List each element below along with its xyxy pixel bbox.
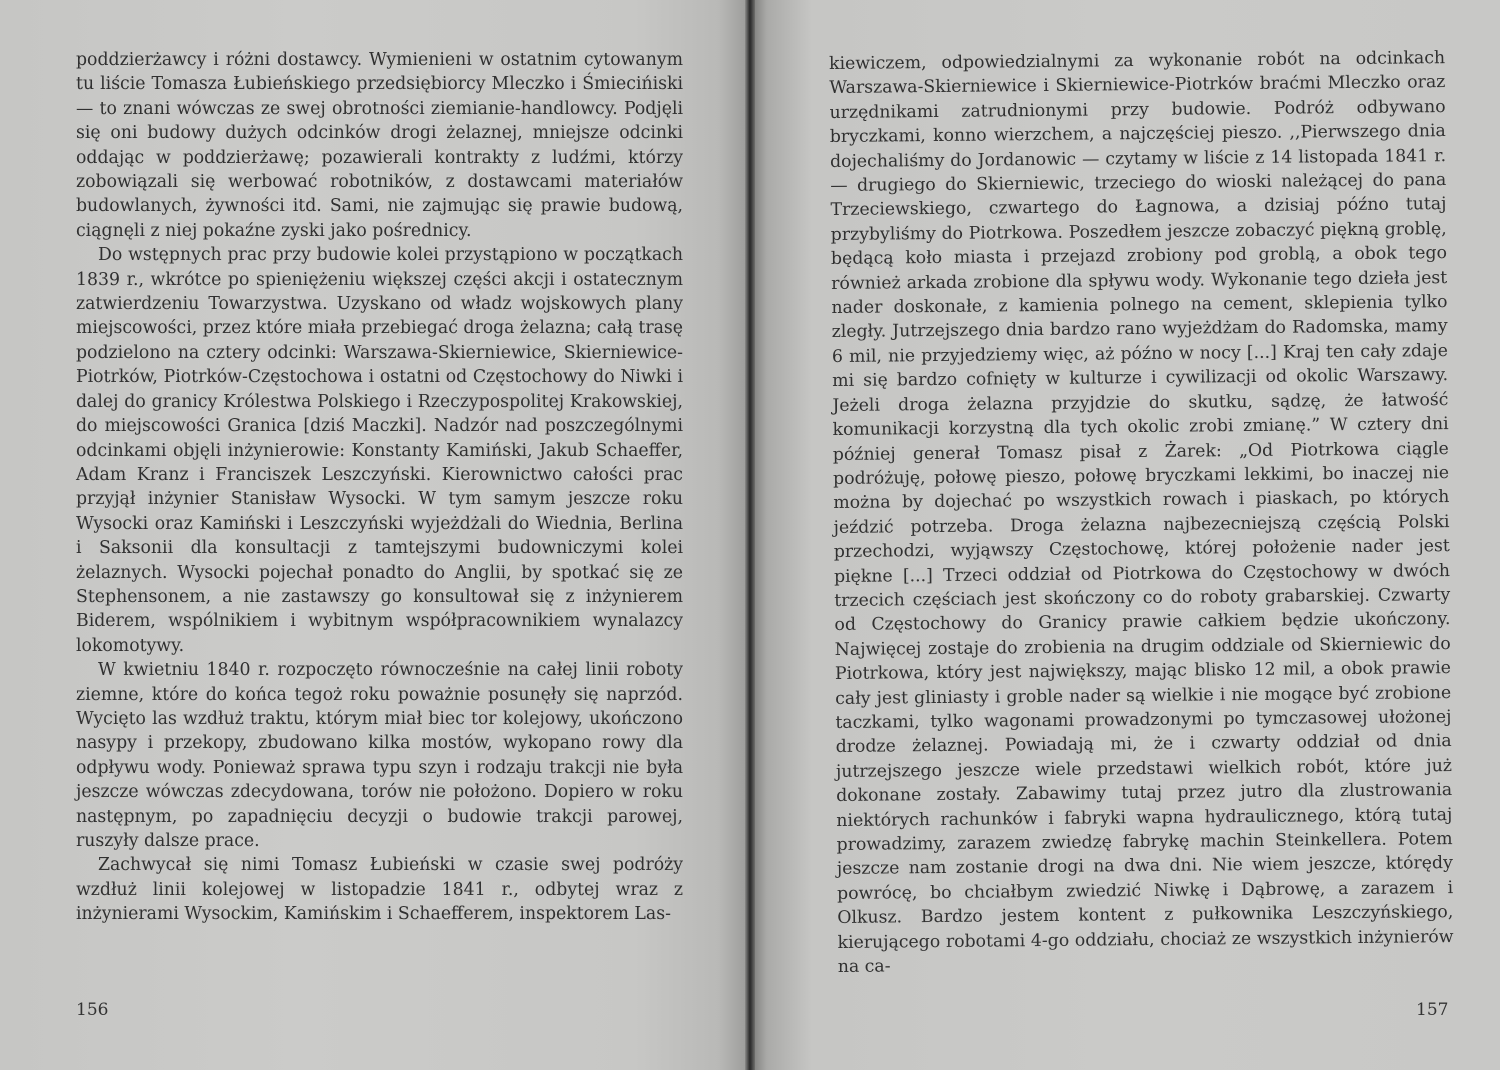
paragraph: poddzierżawcy i różni dostawcy. Wymienieni w ostatnim cytowanym tu liście Tomasza Łubieńskiego przedsiębiorcy Mleczko i Śmiecińiski — to znani wówczas ze swej obrotności ziemianie-handlowcy. Podjęli się oni budowy dużych odcinków drogi żelaznej, mniejsze odcinki oddając w poddzierżawę; pozawierali kontrakty z ludźmi, którzy zobowiązali się werbować robotników, z dostawcami materiałów budowlanych, żywności itd. Sami, nie zajmując się prawie budową, ciągnęli z niej pokaźne zyski jako pośrednicy. — [76, 50, 683, 241]
book-gutter — [745, 0, 755, 1070]
left-page — [0, 0, 748, 1070]
page-number: 157 — [1416, 1000, 1449, 1020]
paragraph: W kwietniu 1840 r. rozpoczęto równocześnie na całej linii roboty ziemne, które do końca tegoż roku poważnie posunęły się naprzód. Wycięto las wzdłuż traktu, którym miał biec tor kolejowy, ukończono nasypy i przekopy, zbudowano kilka mostów, wykopano rowy dla odpływu wody. Ponieważ sprawa typu szyn i rodzaju trakcji nie była jeszcze wówczas zdecydowana, torów nie położono. Dopiero w roku następnym, po zapadnięciu decyzji o budowie trakcji parowej, ruszyły dalsze prace. — [76, 660, 683, 851]
paragraph: Do wstępnych prac przy budowie kolei przystąpiono w początkach 1839 r., wkrótce po spieniężeniu większej części akcji i ostatecznym zatwierdzeniu Towarzystwa. Uzyskano od władz wojskowych plany miejscowości, przez które miała przebiegać droga żelazna; całą trasę podzielono na cztery odcinki: Warszawa-Skierniewice, Skierniewice-Piotrków, Piotrków-Częstochowa i ostatni od Częstochowy do Niwki i dalej do granicy Królestwa Polskiego i Rzeczypospolitej Krakowskiej, do miejscowości Granica [dziś Maczki]. Nadzór nad poszczególnymi odcinkami objęli inżynierowie: Konstanty Kamiński, Jakub Schaeffer, Adam Kranz i Franciszek Leszczyński. Kierownictwo całości prac przyjął inżynier Stanisław Wysocki. W tym samym jeszcze roku Wysocki oraz Kamiński i Leszczyński wyjeżdżali do Wiednia, Berlina i Saksonii dla konsultacji z tamtejszymi budowniczymi kolei żelaznych. Wysocki pojechał ponadto do Anglii, by spotkać się ze Stephensonem, a nie zastawszy go konsultował się z inżynierem Biderem, wspólnikiem i wybitnym współpracownikiem wynalazcy lokomotywy. — [76, 245, 683, 656]
paragraph: kiewiczem, odpowiedzialnymi za wykonanie robót na odcinkach Warszawa-Skierniewice i Skierniewice-Piotrków braćmi Mleczko oraz urzędnikami zatrudnionymi przy budowie. Podróż odbywano bryczkami, konno wierzchem, a najczęściej pieszo. ,,Pierwszego dnia dojechaliśmy do Jordanowic — czytamy w liście z 14 listopada 1841 r. — drugiego do Skierniewic, trzeciego do wioski należącej do pana Trzeciewskiego, czwartego do Łagnowa, a dzisiaj późno tutaj przybyliśmy do Piotrkowa. Poszedłem jeszcze zobaczyć piękną groblę, będącą koło miasta i przejazd zrobiony pod groblą, a obok tego również arkada zrobione dla spływu wody. Wykonanie tego dzieła jest nader doskonałe, z kamienia polnego na cement, sklepienia tylko zległy. Jutrzejszego dnia bardzo rano wyjeżdżam do Radomska, mamy 6 mil, nie przyjedziemy więc, aż późno w nocy [...] Kraj ten cały zdaje mi się bardzo cofnięty w kulturze i cywilizacji od okolic Warszawy. Jeżeli droga żelazna przyjdzie do skutku, sądzę, że łatwość komunikacji korzystną dla tych okolic zrobi zmianę.” W cztery dni później generał Tomasz pisał z Żarek: „Od Piotrkowa ciągle podróżuję, połowę pieszo, połowę bryczkami lekkimi, bo inaczej nie można by dojechać po wszystkich rowach i piaskach, po których jeździć potrzeba. Droga żelazna najbezecniejszą częścią Polski przechodzi, wyjąwszy Częstochowę, której położenie nader jest piękne [...] Trzeci oddział od Piotrkowa do Częstochowy w dwóch trzecich częściach jest skończony co do roboty grabarskiej. Czwarty od Częstochowy do Granicy prawie całkiem będzie ukończony. Najwięcej zostaje do zrobienia na drugim oddziale od Skierniewic do Piotrkowa, który jest największy, mając blisko 12 mil, a obok prawie cały jest gliniasty i groble nader są wielkie i nie mogące być zrobione taczkami, tylko wagonami prowadzonymi po tymczasowej ułożonej drodze żelaznej. Powiadają mi, że i czwarty oddział od dnia jutrzejszego jeszcze wiele przedstawi wielkich robót, które już dokonane zostały. Zabawimy tutaj przez jutro dla zlustrowania niektórych rachunków i fabryki wapna hydraulicznego, którą tutaj prowadzimy, zarazem zwiedzę fabrykę machin Steinkellera. Potem jeszcze nam zostanie drogi na dwa dni. Nie wiem jeszcze, którędy powrócę, bo chciałbym zwiedzić Niwkę i Dąbrowę, a zarazem i Olkusz. Bardzo jestem kontent z pułkownika Leszczyńskiego, kierującego robotami 4-go oddziału, chociaż ze wszystkich inżynierów na ca- — [829, 48, 1454, 977]
paragraph: Zachwycał się nimi Tomasz Łubieński w czasie swej podróży wzdłuż linii kolejowej w listopadzie 1841 r., odbytej wraz z inżynierami Wysockim, Kamińskim i Schaefferem, inspektorem Las- — [76, 855, 683, 925]
page-number: 156 — [76, 1000, 109, 1020]
left-page-text — [76, 48, 683, 927]
right-page — [752, 0, 1500, 1070]
right-page-text — [829, 46, 1454, 979]
